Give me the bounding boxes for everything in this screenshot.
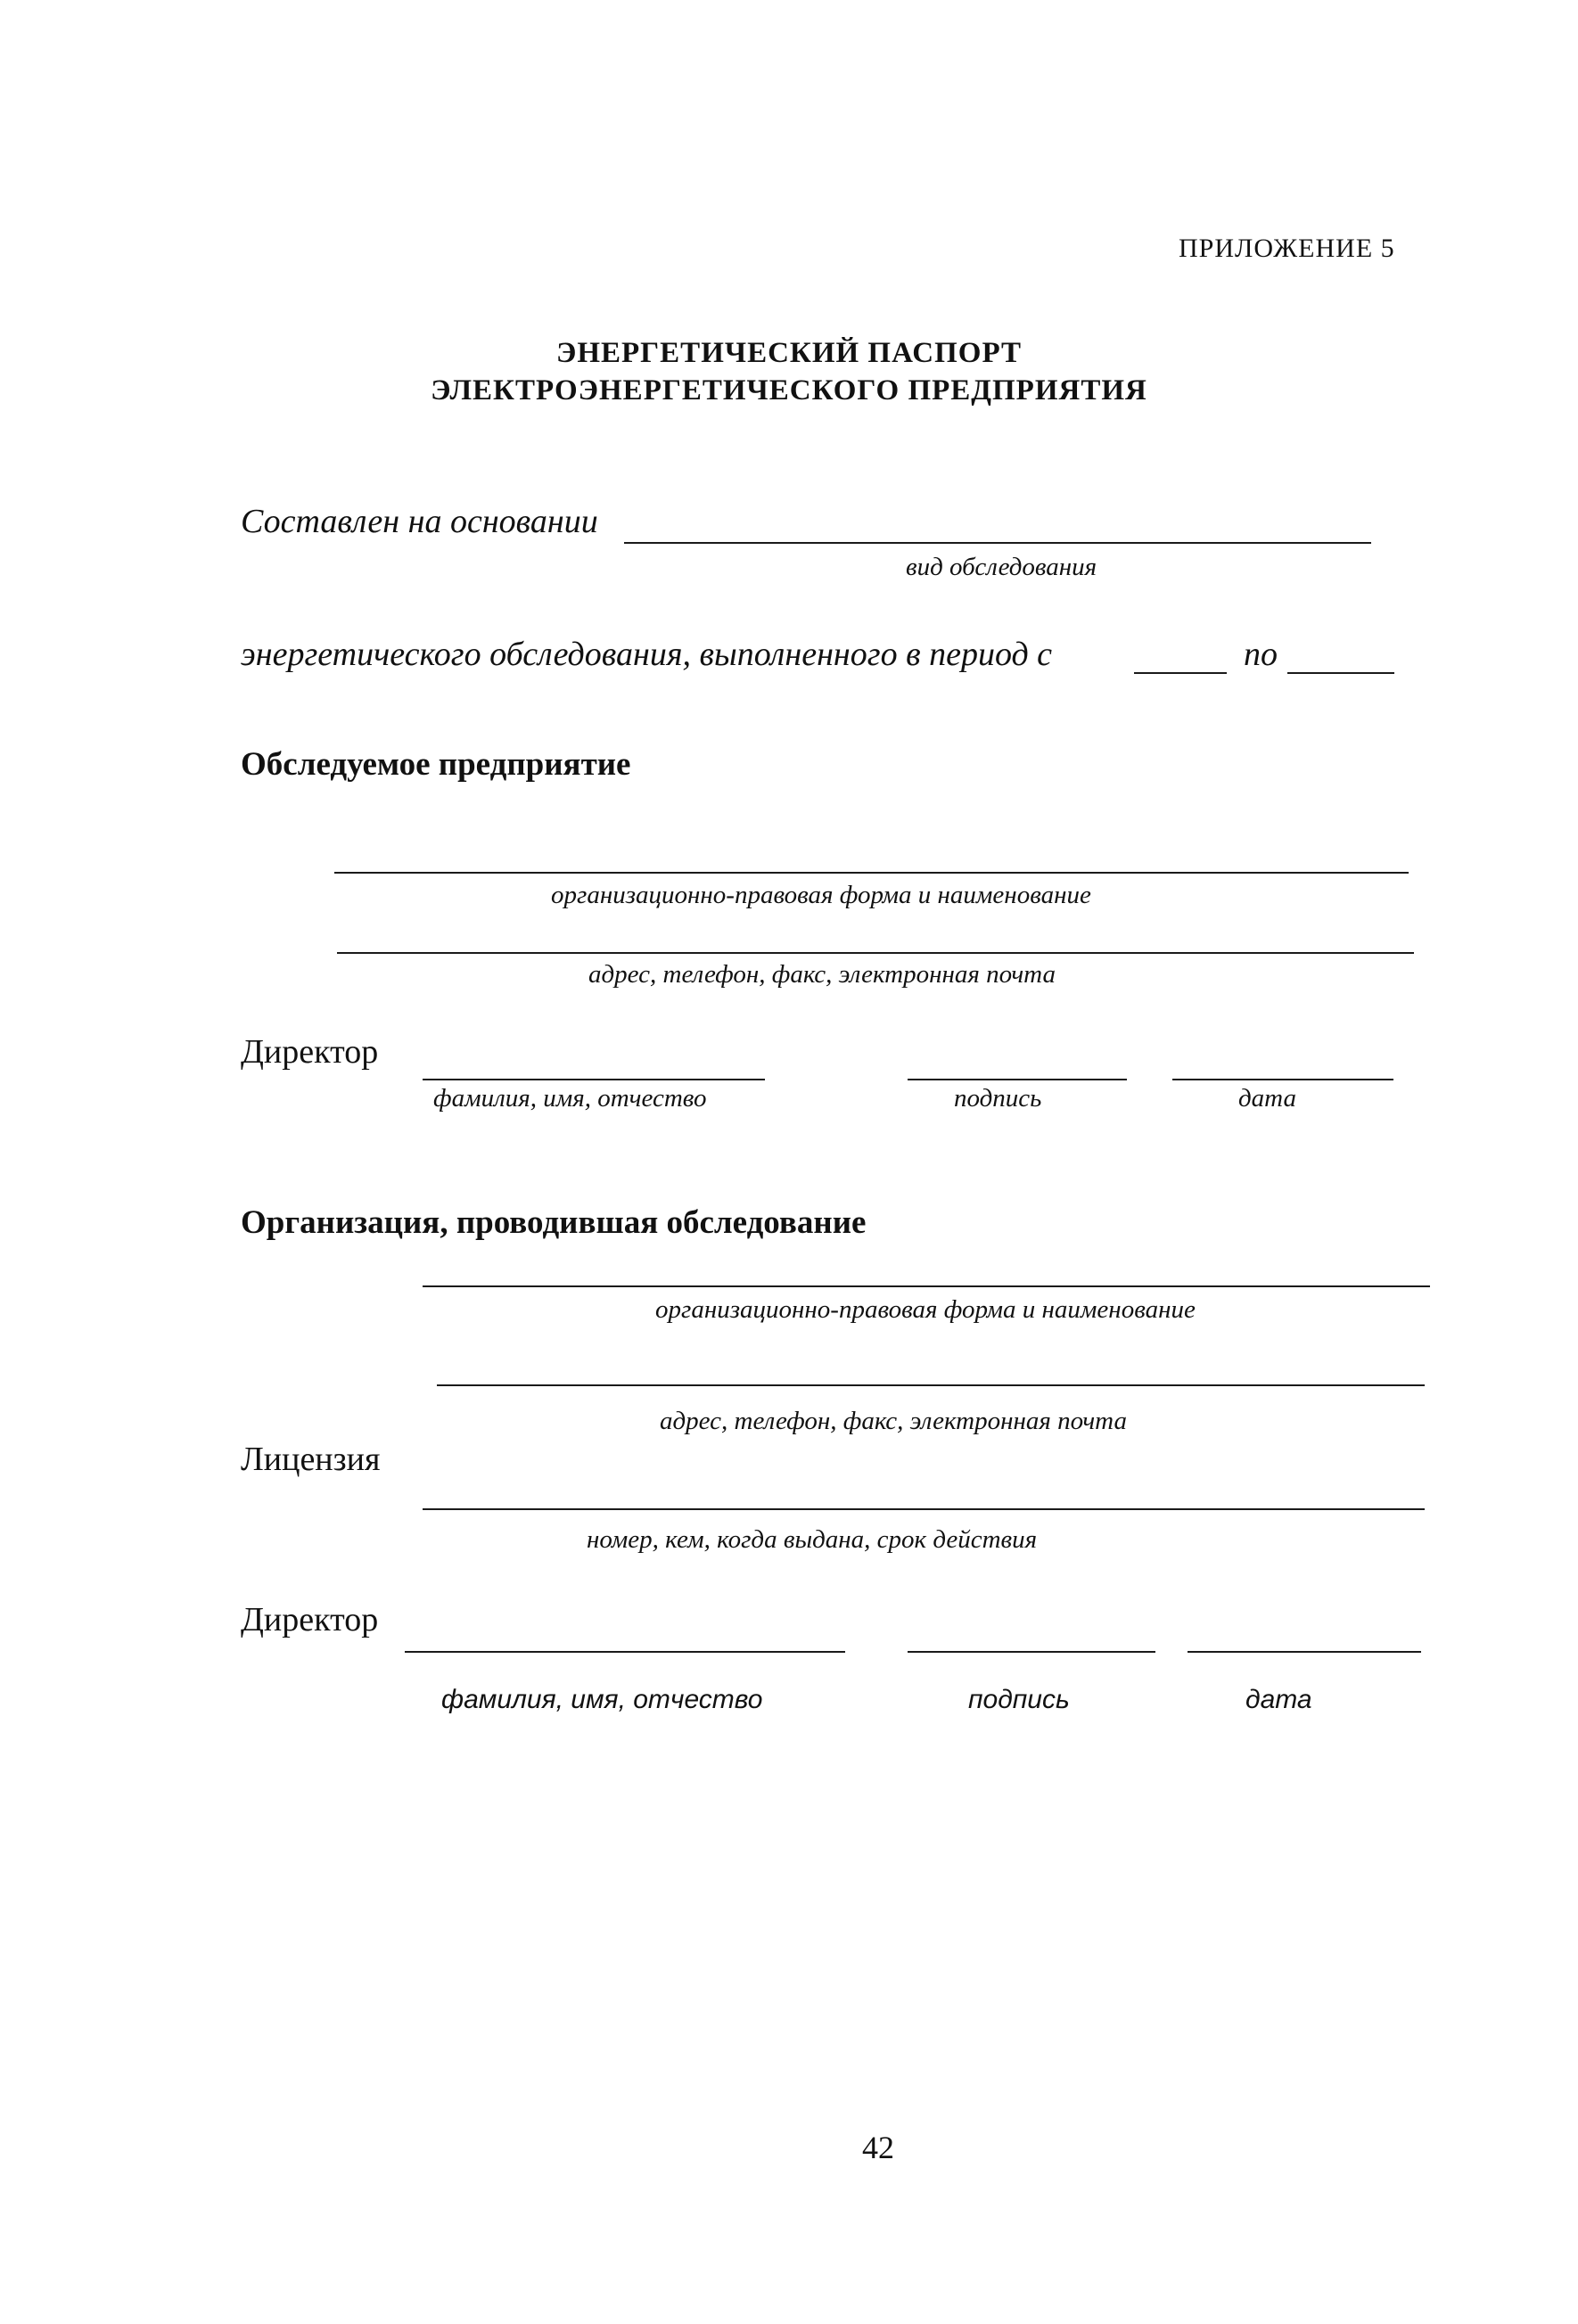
title-line-1: ЭНЕРГЕТИЧЕСКИЙ ПАСПОРТ bbox=[555, 337, 1023, 369]
organization-name-line[interactable] bbox=[423, 1285, 1430, 1287]
period-from-line[interactable] bbox=[1134, 672, 1227, 674]
organization-date-caption: дата bbox=[1245, 1685, 1312, 1714]
enterprise-name-caption: организационно-правовая форма и наименование bbox=[551, 881, 1091, 909]
enterprise-director-label: Директор bbox=[241, 1033, 379, 1071]
enterprise-director-date-line[interactable] bbox=[1172, 1079, 1393, 1080]
basis-field-line[interactable] bbox=[624, 542, 1371, 544]
enterprise-contacts-caption: адрес, телефон, факс, электронная почта bbox=[588, 960, 1056, 989]
license-label: Лицензия bbox=[241, 1441, 381, 1478]
enterprise-name-line[interactable] bbox=[334, 872, 1409, 874]
basis-caption: вид обследования bbox=[906, 553, 1097, 581]
period-text: энергетического обследования, выполненного в период с bbox=[241, 636, 1053, 673]
organization-signature-caption: подпись bbox=[968, 1685, 1070, 1714]
organization-director-fio-line[interactable] bbox=[405, 1651, 845, 1653]
period-to-line[interactable] bbox=[1287, 672, 1394, 674]
period-to-label: по bbox=[1244, 636, 1278, 673]
title-line-2: ЭЛЕКТРОЭНЕРГЕТИЧЕСКОГО ПРЕДПРИЯТИЯ bbox=[431, 374, 1147, 406]
license-caption: номер, кем, когда выдана, срок действия bbox=[587, 1525, 1038, 1554]
organization-director-signature-line[interactable] bbox=[908, 1651, 1155, 1653]
basis-label: Составлен на основании bbox=[241, 503, 598, 540]
organization-heading: Организация, проводившая обследование bbox=[241, 1204, 867, 1241]
enterprise-director-fio-line[interactable] bbox=[423, 1079, 765, 1080]
organization-contacts-caption: адрес, телефон, факс, электронная почта bbox=[660, 1407, 1127, 1435]
enterprise-date-caption: дата bbox=[1238, 1084, 1296, 1113]
organization-fio-caption: фамилия, имя, отчество bbox=[441, 1685, 763, 1714]
organization-director-date-line[interactable] bbox=[1188, 1651, 1421, 1653]
appendix-label: ПРИЛОЖЕНИЕ 5 bbox=[1179, 234, 1395, 263]
enterprise-contacts-line[interactable] bbox=[337, 952, 1414, 954]
license-line[interactable] bbox=[423, 1508, 1425, 1510]
enterprise-heading: Обследуемое предприятие bbox=[241, 746, 631, 783]
enterprise-fio-caption: фамилия, имя, отчество bbox=[433, 1084, 707, 1113]
organization-contacts-line[interactable] bbox=[437, 1384, 1425, 1386]
organization-name-caption: организационно-правовая форма и наименование bbox=[655, 1295, 1196, 1324]
page-number: 42 bbox=[862, 2130, 894, 2165]
enterprise-signature-caption: подпись bbox=[954, 1084, 1042, 1113]
enterprise-director-signature-line[interactable] bbox=[908, 1079, 1127, 1080]
organization-director-label: Директор bbox=[241, 1601, 379, 1638]
